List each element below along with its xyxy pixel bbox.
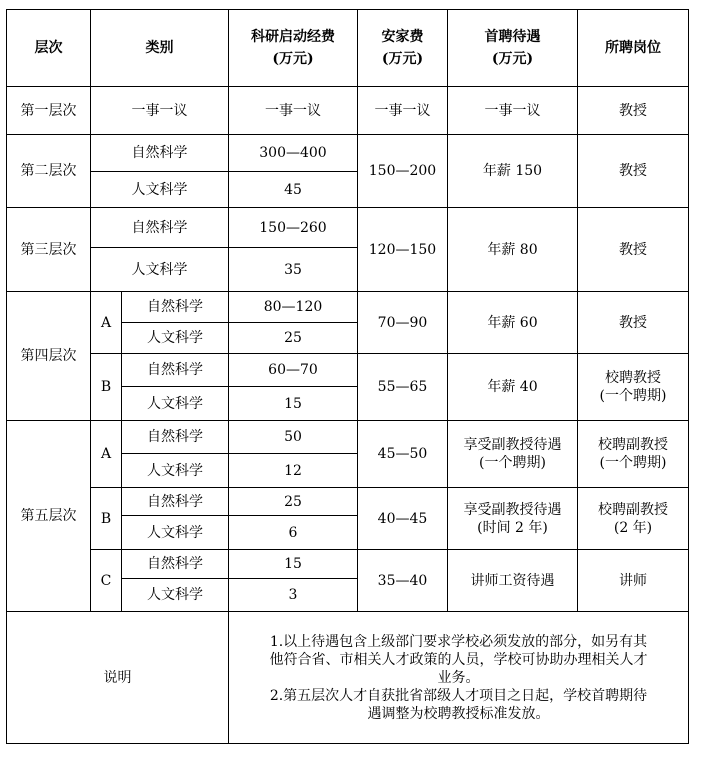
level1-category: 一事一议 (91, 87, 229, 135)
level2-nat-fund: 300—400 (229, 135, 358, 172)
level1-fund: 一事一议 (229, 87, 358, 135)
level5-b-treat (448, 488, 578, 550)
table-row (7, 135, 689, 172)
table-row (7, 550, 689, 579)
level5-a-post (578, 421, 689, 488)
level5-a-post-line1: 校聘副教授 (598, 437, 668, 453)
level1-settle: 一事一议 (358, 87, 448, 135)
notes-line-4: 2.第五层次人才自获批省部级人才项目之日起，学校首聘期待 (269, 687, 648, 704)
level1-label: 第一层次 (7, 87, 91, 135)
level4-b-tag: B (91, 354, 122, 421)
level2-hum: 人文科学 (91, 172, 229, 208)
header-first-treatment-title: 首聘待遇 (484, 29, 541, 45)
level1-post: 教授 (578, 87, 689, 135)
level2-settle: 150—200 (358, 135, 448, 208)
notes-line-2: 他符合省、市相关人才政策的人员，学校可协助办理相关人才 (269, 651, 648, 668)
level5-b-settle: 40—45 (358, 488, 448, 550)
level3-settle: 120—150 (358, 208, 448, 292)
level5-c-nat: 自然科学 (122, 550, 229, 579)
header-first-treatment-unit: (万元) (491, 51, 534, 67)
level3-nat-fund: 150—260 (229, 208, 358, 248)
level5-b-nat: 自然科学 (122, 488, 229, 516)
level3-hum: 人文科学 (91, 248, 229, 292)
header-row (7, 10, 689, 87)
header-settlement-fee (358, 10, 448, 87)
table-row (7, 87, 689, 135)
table-row (7, 208, 689, 248)
header-settlement-fee-title: 安家费 (381, 29, 424, 45)
table-row (7, 488, 689, 516)
header-startup-fund-unit: (万元) (272, 51, 314, 67)
level3-label: 第三层次 (7, 208, 91, 292)
header-startup-fund (229, 10, 358, 87)
level5-b-post (578, 488, 689, 550)
level5-b-post-line1: 校聘副教授 (598, 501, 668, 518)
level5-a-nat: 自然科学 (122, 421, 229, 454)
level4-a-nat: 自然科学 (122, 292, 229, 323)
level2-post: 教授 (578, 135, 689, 208)
level4-a-post: 教授 (578, 292, 689, 354)
level4-a-hum: 人文科学 (122, 323, 229, 354)
level4-b-hum-fund: 15 (229, 387, 358, 421)
level2-nat: 自然科学 (91, 135, 229, 172)
level4-b-post (578, 354, 689, 421)
level4-a-treat: 年薪 60 (448, 292, 578, 354)
level2-hum-fund: 45 (229, 172, 358, 208)
level5-c-post: 讲师 (578, 550, 689, 612)
level5-a-treat-line2: (一个聘期) (479, 455, 546, 471)
talent-treatment-table (6, 9, 689, 744)
level4-b-nat-fund: 60—70 (229, 354, 358, 387)
level2-label: 第二层次 (7, 135, 91, 208)
level5-a-settle: 45—50 (358, 421, 448, 488)
level5-b-treat-line2: (时间 2 年) (477, 519, 548, 536)
level4-b-nat: 自然科学 (122, 354, 229, 387)
level3-treat: 年薪 80 (448, 208, 578, 292)
level5-b-nat-fund: 25 (229, 488, 358, 516)
level3-post: 教授 (578, 208, 689, 292)
header-settlement-fee-unit: (万元) (381, 51, 424, 67)
level4-a-tag: A (91, 292, 122, 354)
level5-label: 第五层次 (7, 421, 91, 612)
level5-c-hum: 人文科学 (122, 579, 229, 612)
level5-a-hum: 人文科学 (122, 454, 229, 488)
level5-b-treat-line1: 享受副教授待遇 (463, 501, 562, 518)
header-first-treatment (448, 10, 578, 87)
level5-a-tag: A (91, 421, 122, 488)
level4-b-treat: 年薪 40 (448, 354, 578, 421)
level5-a-treat-line1: 享受副教授待遇 (463, 437, 562, 453)
header-level: 层次 (7, 10, 91, 87)
level5-b-hum-fund: 6 (229, 516, 358, 550)
level5-a-treat (448, 421, 578, 488)
notes-label: 说明 (7, 612, 229, 744)
level4-a-settle: 70—90 (358, 292, 448, 354)
level5-b-tag: B (91, 488, 122, 550)
level4-b-hum: 人文科学 (122, 387, 229, 421)
level4-label: 第四层次 (7, 292, 91, 421)
level2-treat: 年薪 150 (448, 135, 578, 208)
header-category: 类别 (91, 10, 229, 87)
level5-b-hum: 人文科学 (122, 516, 229, 550)
table-row (7, 292, 689, 323)
notes-line-1: 1.以上待遇包含上级部门要求学校必须发放的部分，如另有其 (269, 633, 648, 650)
table-row (7, 354, 689, 387)
level3-nat: 自然科学 (91, 208, 229, 248)
level4-a-hum-fund: 25 (229, 323, 358, 354)
header-startup-fund-title: 科研启动经费 (251, 29, 335, 45)
level5-c-nat-fund: 15 (229, 550, 358, 579)
table-row (7, 421, 689, 454)
level5-c-tag: C (91, 550, 122, 612)
level5-b-post-line2: (2 年) (613, 519, 653, 536)
level4-a-nat-fund: 80—120 (229, 292, 358, 323)
level5-c-treat: 讲师工资待遇 (448, 550, 578, 612)
level4-b-post-line1: 校聘教授 (605, 370, 661, 386)
level5-a-nat-fund: 50 (229, 421, 358, 454)
level4-b-post-line2: (一个聘期) (599, 388, 667, 404)
level5-c-hum-fund: 3 (229, 579, 358, 612)
level5-a-post-line2: (一个聘期) (599, 455, 667, 471)
level5-c-settle: 35—40 (358, 550, 448, 612)
notes-row (7, 612, 689, 744)
header-position: 所聘岗位 (578, 10, 689, 87)
notes-line-5: 遇调整为校聘教授标准发放。 (367, 705, 550, 722)
level3-hum-fund: 35 (229, 248, 358, 292)
level5-a-hum-fund: 12 (229, 454, 358, 488)
level1-treat: 一事一议 (448, 87, 578, 135)
notes-content (229, 612, 689, 744)
notes-line-3: 业务。 (437, 669, 480, 686)
level4-b-settle: 55—65 (358, 354, 448, 421)
